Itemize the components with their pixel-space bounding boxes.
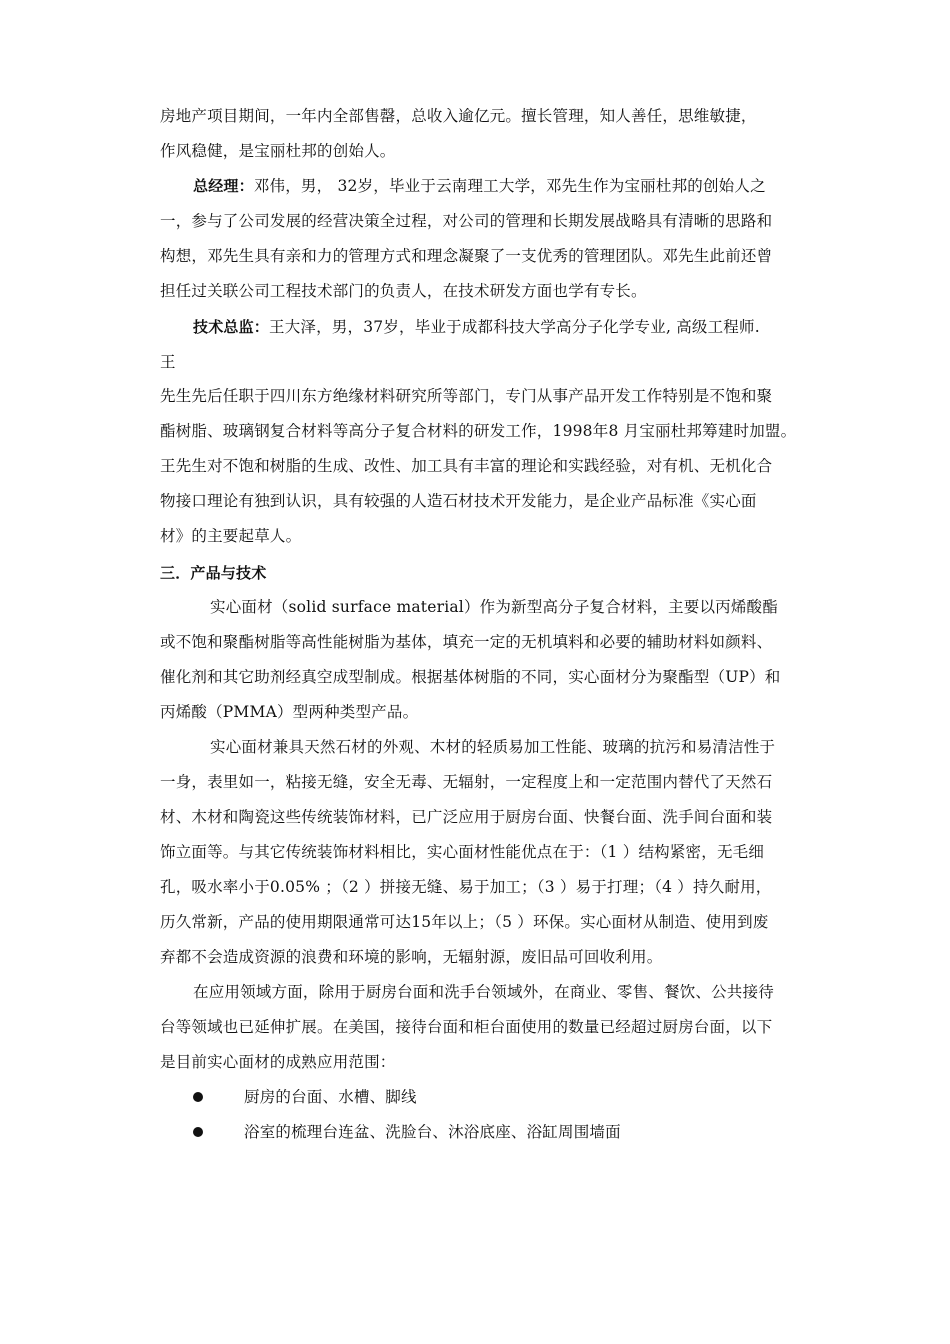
gm-label: 总经理：	[193, 177, 254, 195]
text-line: 催化剂和其它助剂经真空成型制成。根据基体树脂的不同，实心面材分为聚酯型（UP）和	[160, 668, 781, 686]
gm-paragraph-line	[193, 176, 766, 196]
list-item: 厨房的台面、水槽、脚线	[244, 1088, 417, 1106]
text-line: 历久常新，产品的使用期限通常可达15年以上；（5 ）环保。实心面材从制造、使用到废	[160, 913, 769, 931]
text-line: 物接口理论有独到认识，具有较强的人造石材技术开发能力，是企业产品标准《实心面	[160, 492, 757, 510]
text-line: 酯树脂、玻璃钢复合材料等高分子复合材料的研发工作，1998年8 月宝丽杜邦筹建时加盟。	[160, 422, 797, 440]
text-line: 作风稳健，是宝丽杜邦的创始人。	[160, 142, 396, 160]
cto-paragraph-line	[193, 317, 760, 337]
text-line: 丙烯酸（PMMA）型两种类型产品。	[160, 703, 419, 721]
bullet-icon	[193, 1092, 203, 1102]
text-line: 王先生对不饱和树脂的生成、改性、加工具有丰富的理论和实践经验，对有机、无机化合	[160, 457, 773, 475]
text-line: 先生先后任职于四川东方绝缘材料研究所等部门，专门从事产品开发工作特别是不饱和聚	[160, 387, 773, 405]
text-line: 王	[160, 353, 176, 371]
section-heading: 三．产品与技术	[160, 564, 267, 582]
text-line: 实心面材（solid surface material）作为新型高分子复合材料，主要以丙烯酸酯	[210, 598, 778, 616]
text-line: 实心面材兼具天然石材的外观、木材的轻质易加工性能、玻璃的抗污和易清洁性于	[210, 738, 776, 756]
bullet-icon	[193, 1127, 203, 1137]
list-item: 浴室的梳理台连盆、洗脸台、沐浴底座、浴缸周围墙面	[244, 1123, 621, 1141]
text-line: 饰立面等。与其它传统装饰材料相比，实心面材性能优点在于：（1 ）结构紧密，无毛细	[160, 843, 765, 861]
text-line: 一，参与了公司发展的经营决策全过程，对公司的管理和长期发展战略具有清晰的思路和	[160, 212, 773, 230]
text-line: 材》的主要起草人。	[160, 527, 302, 545]
text-line: 台等领域也已延伸扩展。在美国，接待台面和柜台面使用的数量已经超过厨房台面，以下	[160, 1018, 773, 1036]
text-line: 房地产项目期间，一年内全部售罄，总收入逾亿元。擅长管理，知人善任，思维敏捷，	[160, 107, 757, 125]
text-span: 邓伟，男， 32岁，毕业于云南理工大学，邓先生作为宝丽杜邦的创始人之	[253, 177, 766, 195]
text-line: 是目前实心面材的成熟应用范围：	[160, 1053, 396, 1071]
text-span: 王大泽，男，37岁，毕业于成都科技大学高分子化学专业, 高级工程师.	[269, 318, 760, 336]
text-line: 孔，吸水率小于0.05% ；（2 ）拼接无缝、易于加工；（3 ）易于打理；（4 ）持久耐用，	[160, 878, 772, 896]
text-line: 材、木材和陶瓷这些传统装饰材料，已广泛应用于厨房台面、快餐台面、洗手间台面和装	[160, 808, 773, 826]
text-line: 弃都不会造成资源的浪费和环境的影响，无辐射源，废旧品可回收利用。	[160, 948, 663, 966]
text-line: 在应用领域方面，除用于厨房台面和洗手台领域外，在商业、零售、餐饮、公共接待	[193, 983, 774, 1001]
text-line: 担任过关联公司工程技术部门的负责人，在技术研发方面也学有专长。	[160, 282, 647, 300]
text-line: 一身，表里如一，粘接无缝，安全无毒、无辐射，一定程度上和一定范围内替代了天然石	[160, 773, 773, 791]
text-line: 构想，邓先生具有亲和力的管理方式和理念凝聚了一支优秀的管理团队。邓先生此前还曾	[160, 247, 773, 265]
cto-label: 技术总监：	[193, 318, 270, 336]
text-line: 或不饱和聚酯树脂等高性能树脂为基体，填充一定的无机填料和必要的辅助材料如颜料、	[160, 633, 773, 651]
